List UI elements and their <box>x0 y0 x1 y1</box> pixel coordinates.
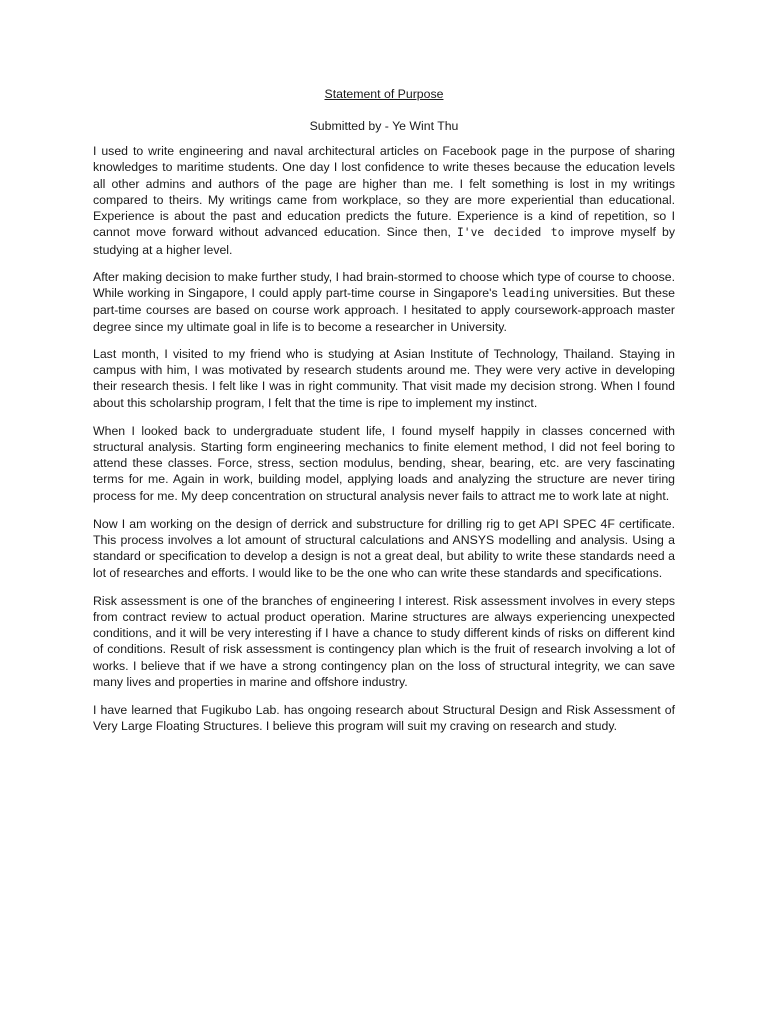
paragraph-5 <box>93 516 675 582</box>
paragraph-mono-text: leading <box>501 287 550 301</box>
paragraph-7 <box>93 702 675 736</box>
paragraph-2 <box>93 269 675 335</box>
paragraph-6 <box>93 593 675 692</box>
paragraph-text: universities. But these part-time courses are based on course work approach. I hesitated to apply coursework-approach master degree since my ultimate goal in life is to become a researcher in University. <box>93 286 675 334</box>
document-body <box>93 143 675 746</box>
paragraph-text: When I looked back to undergraduate student life, I found myself happily in classes concerned with structural analysis. Starting form engineering mechanics to finite element method, I did not feel boring to attend these classes. Force, stress, section modulus, bending, shear, bearing, etc. are very fascinating terms for me. Again in work, building model, applying loads and analyzing the structure are never tiring process for me. My deep concentration on structural analysis never fails to attract me to work late at night. <box>93 423 675 503</box>
paragraph-1 <box>93 143 675 258</box>
document-title: Statement of Purpose <box>324 87 444 101</box>
document-subtitle: Submitted by - Ye Wint Thu <box>309 119 459 133</box>
paragraph-text: Now I am working on the design of derrick and substructure for drilling rig to get API SPEC 4F certificate. This process involves a lot amount of structural calculations and ANSYS modelling and analysis. Using a standard or specification to develop a design is not a great deal, but ability to write these standards need a lot of researches and efforts. I would like to be the one who can write these standards and specifications. <box>93 516 675 580</box>
paragraph-4 <box>93 423 675 505</box>
paragraph-text: After making decision to make further study, I had brain-stormed to choose which type of course to choose. While working in Singapore, I could apply part-time course in Singapore's <box>93 269 675 301</box>
paragraph-text: Risk assessment is one of the branches of engineering I interest. Risk assessment involves in every steps from contract review to actual product operation. Marine structures are always experiencing unexpected conditions, and it will be very interesting if I have a chance to study different kinds of risks on different kind of conditions. Result of risk assessment is contingency plan which is the fruit of research involving a lot of works. I believe that if we have a strong contingency plan on the loss of structural integrity, we can save many lives and properties in marine and offshore industry. <box>93 593 675 690</box>
paragraph-text: I have learned that Fugikubo Lab. has ongoing research about Structural Design and Risk Assessment of Very Large Floating Structures. I believe this program will suit my craving on research and study. <box>93 703 675 734</box>
paragraph-text: I used to write engineering and naval architectural articles on Facebook page in the purpose of sharing knowledges to maritime students. One day I lost confidence to write theses because the education levels all other admins and authors of the page are higher than me. I felt something is lost in my writings compared to theirs. My writings came from workplace, so they are more experiential than educational. Experience is about the past and education predicts the future. Experience is a kind of repetition, so I cannot move forward without advanced education. Since then, <box>93 144 675 240</box>
paragraph-3 <box>93 346 675 412</box>
paragraph-text: improve myself by studying at a higher level. <box>93 225 675 257</box>
paragraph-mono-text: I've decided to <box>457 226 565 240</box>
paragraph-text: Last month, I visited to my friend who is studying at Asian Institute of Technology, Thailand. Staying in campus with him, I was motivated by research students around me. They were very active in developing their research thesis. I felt like I was in right community. That visit made my decision strong. When I found about this scholarship program, I felt that the time is ripe to implement my instinct. <box>93 346 675 410</box>
